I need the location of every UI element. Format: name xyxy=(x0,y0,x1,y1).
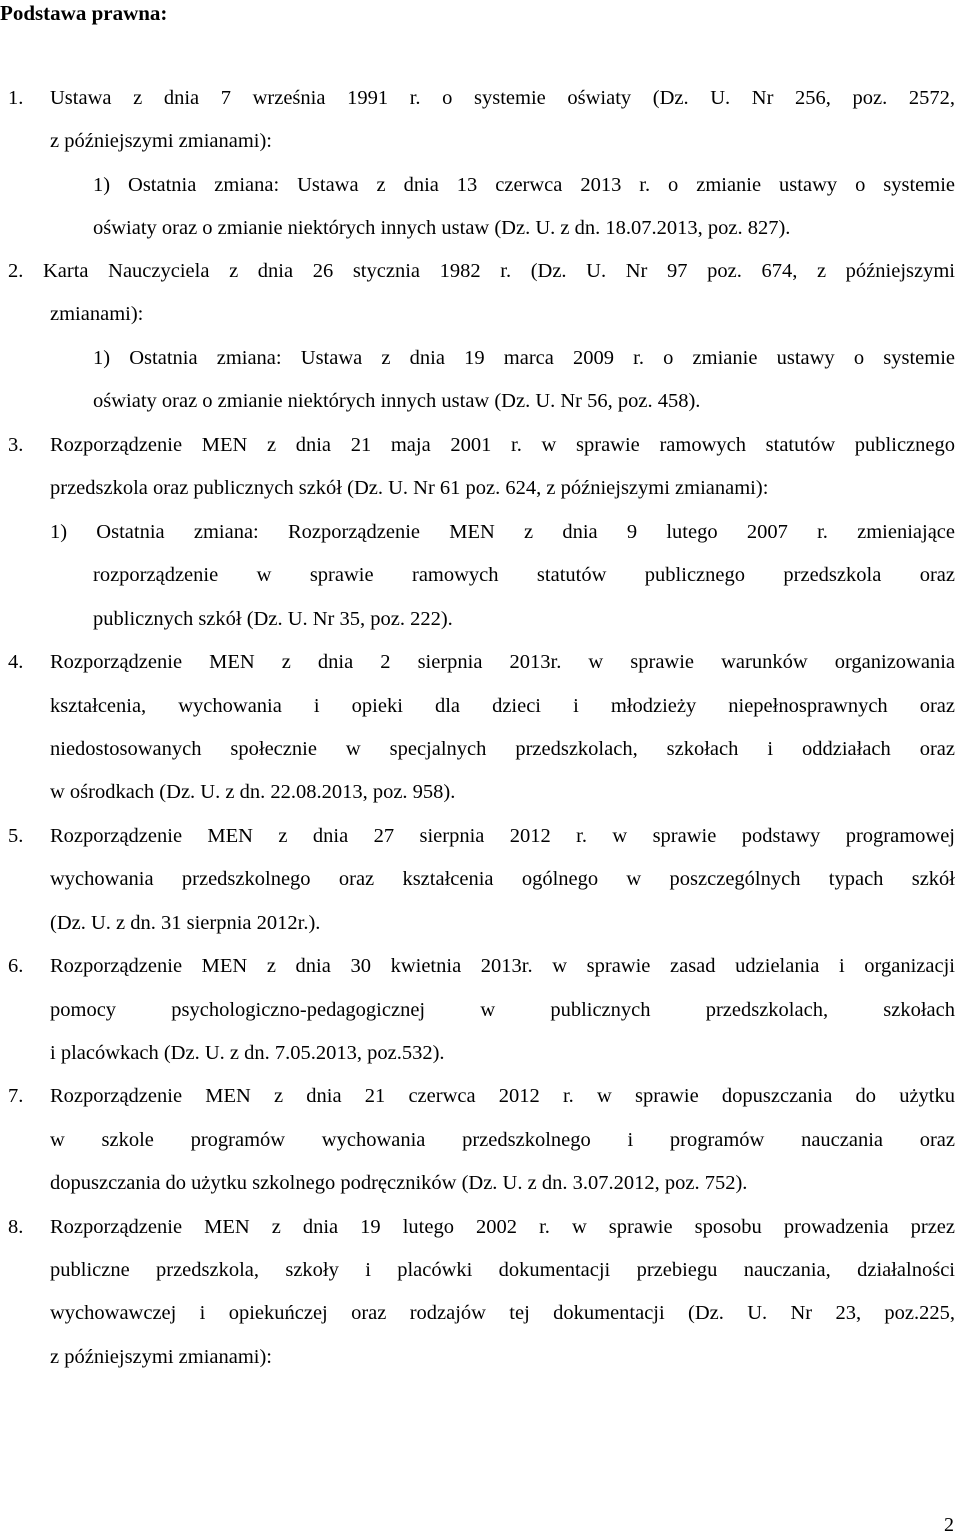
document-line xyxy=(0,126,960,156)
document-line xyxy=(0,1125,960,1155)
document-line xyxy=(0,213,960,243)
page-number: 2 xyxy=(944,1514,954,1536)
list-item-number: 5. xyxy=(8,825,24,847)
document-line xyxy=(0,560,960,590)
line-text: rozporządzenie w sprawie ramowych statutów publicznego przedszkola oraz xyxy=(93,564,955,586)
document-line xyxy=(0,343,960,373)
line-text: wychowawczej i opiekuńczej oraz rodzajów tej dokumentacji (Dz. U. Nr 23, poz.225, xyxy=(50,1302,955,1324)
line-text: zmianami): xyxy=(50,303,144,325)
line-text: Rozporządzenie MEN z dnia 30 kwietnia 2013r. w sprawie zasad udzielania i organizacji xyxy=(50,955,955,977)
line-text: i placówkach (Dz. U. z dn. 7.05.2013, poz.532). xyxy=(50,1042,445,1064)
line-text: kształcenia, wychowania i opieki dla dzieci i młodzieży niepełnosprawnych oraz xyxy=(50,695,955,717)
line-text: Rozporządzenie MEN z dnia 21 maja 2001 r. w sprawie ramowych statutów publicznego xyxy=(50,434,955,456)
document-line xyxy=(0,83,960,113)
document-line xyxy=(0,1342,960,1372)
line-text: (Dz. U. z dn. 31 sierpnia 2012r.). xyxy=(50,912,321,934)
document-line xyxy=(0,777,960,807)
document-line xyxy=(0,1038,960,1068)
line-text: przedszkola oraz publicznych szkół (Dz. U. Nr 61 poz. 624, z późniejszymi zmianami): xyxy=(50,477,769,499)
line-text: 2. Karta Nauczyciela z dnia 26 stycznia 1982 r. (Dz. U. Nr 97 poz. 674, z późniejszymi xyxy=(8,260,955,282)
document-line xyxy=(0,647,960,677)
document-line xyxy=(0,1212,960,1242)
line-text: z późniejszymi zmianami): xyxy=(50,130,273,152)
document-line xyxy=(0,473,960,503)
line-text: Rozporządzenie MEN z dnia 21 czerwca 2012 r. w sprawie dopuszczania do użytku xyxy=(50,1085,955,1107)
line-text: w szkole programów wychowania przedszkolnego i programów nauczania oraz xyxy=(50,1129,955,1151)
document-line xyxy=(0,1255,960,1285)
line-text: publicznych szkół (Dz. U. Nr 35, poz. 222). xyxy=(93,608,453,630)
line-text: w ośrodkach (Dz. U. z dn. 22.08.2013, poz. 958). xyxy=(50,781,456,803)
document-line xyxy=(0,864,960,894)
line-text: publiczne przedszkola, szkoły i placówki dokumentacji przebiegu nauczania, działalności xyxy=(50,1259,955,1281)
list-item-number: 3. xyxy=(8,434,24,456)
document-line xyxy=(0,691,960,721)
line-text: pomocy psychologiczno-pedagogicznej w publicznych przedszkolach, szkołach xyxy=(50,999,955,1021)
document-line xyxy=(0,908,960,938)
line-text: oświaty oraz o zmianie niektórych innych ustaw (Dz. U. Nr 56, poz. 458). xyxy=(93,390,701,412)
document-line xyxy=(0,604,960,634)
line-text: 1) Ostatnia zmiana: Rozporządzenie MEN z dnia 9 lutego 2007 r. zmieniające xyxy=(50,521,955,543)
document-line xyxy=(0,995,960,1025)
list-item-number: 7. xyxy=(8,1085,24,1107)
line-text: niedostosowanych społecznie w specjalnych przedszkolach, szkołach i oddziałach oraz xyxy=(50,738,955,760)
document-line xyxy=(0,1168,960,1198)
line-text: Ustawa z dnia 7 września 1991 r. o systemie oświaty (Dz. U. Nr 256, poz. 2572, xyxy=(50,87,955,109)
list-item-number: 6. xyxy=(8,955,24,977)
document-line xyxy=(0,734,960,764)
list-item-number: 8. xyxy=(8,1216,24,1238)
document-line xyxy=(0,256,960,286)
document-line xyxy=(0,517,960,547)
line-text: oświaty oraz o zmianie niektórych innych ustaw (Dz. U. z dn. 18.07.2013, poz. 827). xyxy=(93,217,791,239)
line-text: z późniejszymi zmianami): xyxy=(50,1346,273,1368)
line-text: 1) Ostatnia zmiana: Ustawa z dnia 19 marca 2009 r. o zmianie ustawy o systemie xyxy=(93,347,955,369)
line-text: wychowania przedszkolnego oraz kształcenia ogólnego w poszczególnych typach szkół xyxy=(50,868,955,890)
document-line xyxy=(0,170,960,200)
document-line xyxy=(0,821,960,851)
line-text: Rozporządzenie MEN z dnia 19 lutego 2002 r. w sprawie sposobu prowadzenia przez xyxy=(50,1216,955,1238)
line-text: Rozporządzenie MEN z dnia 27 sierpnia 2012 r. w sprawie podstawy programowej xyxy=(50,825,955,847)
section-heading: Podstawa prawna: xyxy=(0,1,168,25)
document-line xyxy=(0,1081,960,1111)
line-text: dopuszczania do użytku szkolnego podręczników (Dz. U. z dn. 3.07.2012, poz. 752). xyxy=(50,1172,748,1194)
document-line xyxy=(0,299,960,329)
list-item-number: 1. xyxy=(8,87,24,109)
document-line xyxy=(0,386,960,416)
document-line xyxy=(0,1298,960,1328)
line-text: Rozporządzenie MEN z dnia 2 sierpnia 2013r. w sprawie warunków organizowania xyxy=(50,651,955,673)
document-line xyxy=(0,430,960,460)
line-text: 1) Ostatnia zmiana: Ustawa z dnia 13 czerwca 2013 r. o zmianie ustawy o systemie xyxy=(93,174,955,196)
list-item-number: 4. xyxy=(8,651,24,673)
document-line xyxy=(0,951,960,981)
